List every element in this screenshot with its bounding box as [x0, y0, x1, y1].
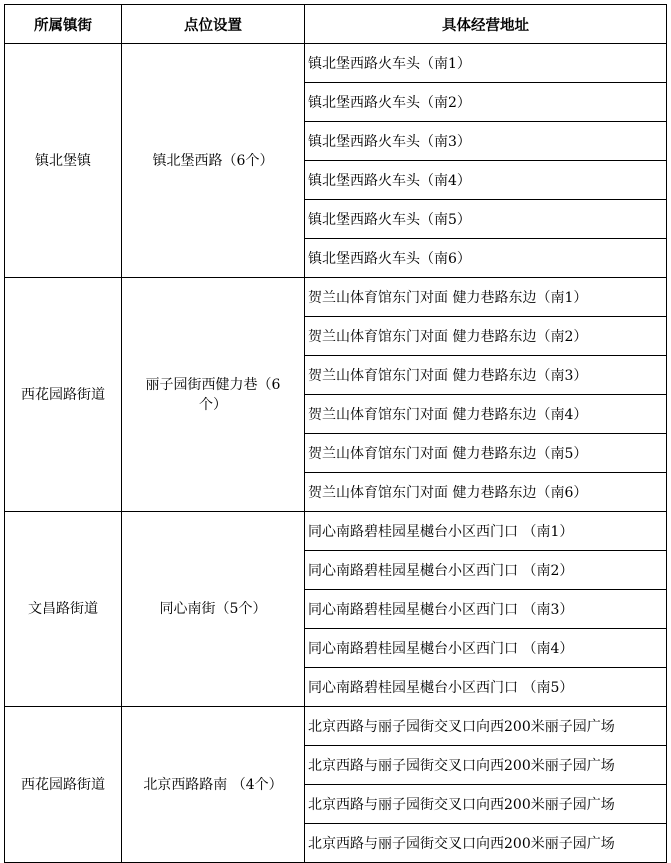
address-cell: 贺兰山体育馆东门对面 健力巷路东边（南2） — [305, 317, 667, 356]
town-cell: 文昌路街道 — [5, 512, 122, 707]
address-cell: 同心南路碧桂园星樾台小区西门口 （南4） — [305, 629, 667, 668]
point-cell: 北京西路路南 （4个） — [122, 707, 305, 863]
address-cell: 贺兰山体育馆东门对面 健力巷路东边（南5） — [305, 434, 667, 473]
header-town: 所属镇街 — [5, 5, 122, 44]
address-cell: 镇北堡西路火车头（南6） — [305, 239, 667, 278]
address-cell: 同心南路碧桂园星樾台小区西门口 （南5） — [305, 668, 667, 707]
address-cell: 贺兰山体育馆东门对面 健力巷路东边（南4） — [305, 395, 667, 434]
address-cell: 同心南路碧桂园星樾台小区西门口 （南3） — [305, 590, 667, 629]
table-row — [5, 512, 667, 551]
header-row — [5, 5, 667, 44]
address-cell: 镇北堡西路火车头（南5） — [305, 200, 667, 239]
address-cell: 同心南路碧桂园星樾台小区西门口 （南1） — [305, 512, 667, 551]
address-cell: 北京西路与丽子园街交叉口向西200米丽子园广场 — [305, 707, 667, 746]
point-text: 丽子园街西健力巷（6个） — [145, 376, 281, 413]
town-cell: 镇北堡镇 — [5, 44, 122, 278]
address-cell: 镇北堡西路火车头（南2） — [305, 83, 667, 122]
address-cell: 北京西路与丽子园街交叉口向西200米丽子园广场 — [305, 785, 667, 824]
address-cell: 镇北堡西路火车头（南4） — [305, 161, 667, 200]
table-row — [5, 707, 667, 746]
address-cell: 同心南路碧桂园星樾台小区西门口 （南2） — [305, 551, 667, 590]
header-point: 点位设置 — [122, 5, 305, 44]
address-cell: 贺兰山体育馆东门对面 健力巷路东边（南6） — [305, 473, 667, 512]
point-cell: 镇北堡西路（6个） — [122, 44, 305, 278]
header-address: 具体经营地址 — [305, 5, 667, 44]
town-cell: 西花园路街道 — [5, 278, 122, 512]
address-cell: 镇北堡西路火车头（南1） — [305, 44, 667, 83]
address-cell: 镇北堡西路火车头（南3） — [305, 122, 667, 161]
point-cell: 同心南街（5个） — [122, 512, 305, 707]
table-row — [5, 44, 667, 83]
address-cell: 北京西路与丽子园街交叉口向西200米丽子园广场 — [305, 746, 667, 785]
address-cell: 贺兰山体育馆东门对面 健力巷路东边（南1） — [305, 278, 667, 317]
vendor-location-table — [4, 4, 667, 863]
table-row — [5, 278, 667, 317]
town-cell: 西花园路街道 — [5, 707, 122, 863]
address-cell: 北京西路与丽子园街交叉口向西200米丽子园广场 — [305, 824, 667, 863]
address-cell: 贺兰山体育馆东门对面 健力巷路东边（南3） — [305, 356, 667, 395]
point-cell — [122, 278, 305, 512]
